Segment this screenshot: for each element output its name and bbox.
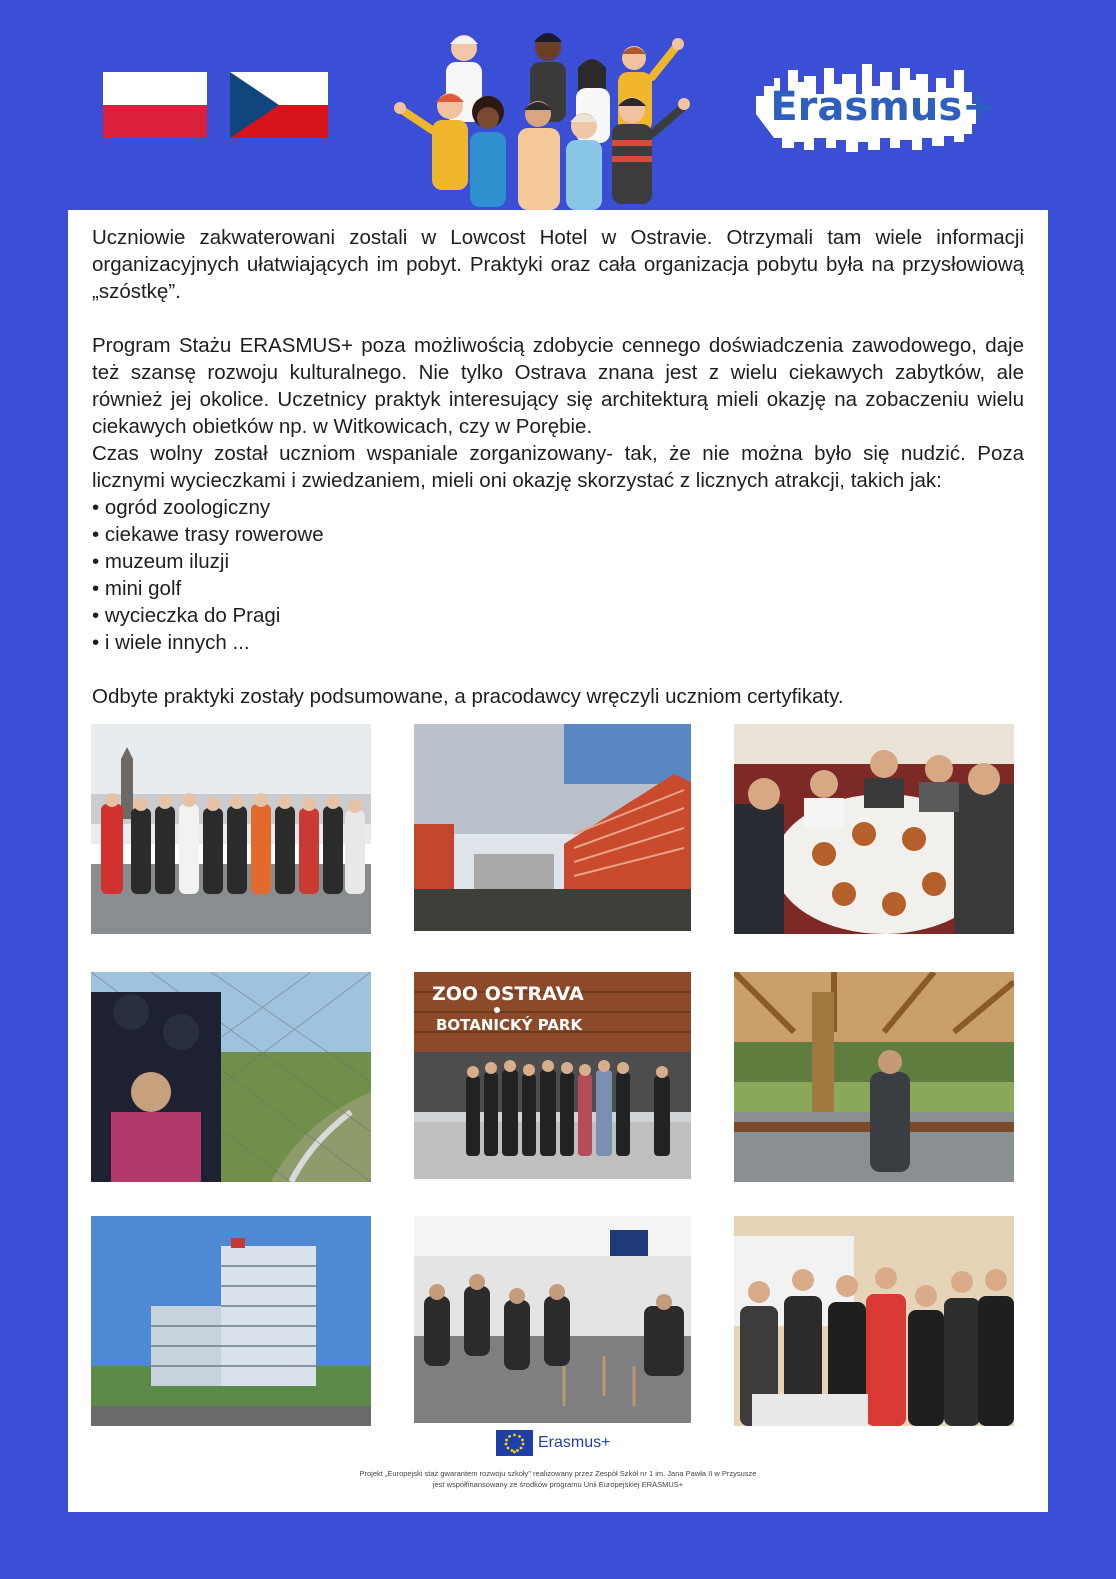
project-funding-note bbox=[248, 1468, 868, 1490]
list-item: • muzeum iluzji bbox=[92, 548, 1024, 575]
photo-office-buildings bbox=[91, 1216, 371, 1426]
eu-erasmus-label: Erasmus+ bbox=[538, 1434, 611, 1451]
poland-flag bbox=[103, 72, 207, 138]
photo-zoo-entrance bbox=[414, 972, 691, 1179]
photo-hotel-building bbox=[414, 724, 691, 931]
paragraph-free-time: Czas wolny został uczniom wspaniale zorganizowany- tak, że nie można było się nudzić. Poza licznymi wycieczkami i zwiedzaniem, mieli oni okazję skorzystać z licznych atrakcji, takich jak: bbox=[92, 442, 1024, 492]
photo-conference-room bbox=[414, 1216, 691, 1423]
photo-zoo-giraffe-view bbox=[734, 972, 1014, 1182]
erasmus-logo-text: Erasmus+ bbox=[770, 84, 996, 130]
czech-flag bbox=[230, 72, 328, 138]
list-item: • ogród zoologiczny bbox=[92, 494, 1024, 521]
erasmus-plus-logo bbox=[752, 54, 1014, 154]
group-of-people-illustration bbox=[388, 22, 700, 210]
content-panel bbox=[68, 210, 1048, 1512]
paragraph-program: Program Stażu ERASMUS+ poza możliwością zdobycie cennego doświadczenia zawodowego, daje też szansę rozwoju kulturalnego. Nie tylko Ostrava znana jest z wielu ciekawych zabytków, ale również jej okolice. Uczetnicy praktyk interesujący się architekturą mieli okazję na zobaczeniu wielu ciekawych obietków np. w Witkowicach, czy w Porębie. bbox=[92, 334, 1024, 438]
list-item: • mini golf bbox=[92, 575, 1024, 602]
photo-observation-tower bbox=[91, 972, 371, 1182]
footer-note-line-2: jest współfinansowany ze środków programu Unii Europejskiej ERASMUS+ bbox=[432, 1480, 684, 1489]
photo-dinner-table bbox=[734, 724, 1014, 934]
footer-note-line-1: Projekt „Europejski staż gwarantem rozwoju szkoły" realizowany przez Zespół Szkół nr 1 im. Jana Pawła II w Przysusze bbox=[359, 1469, 757, 1478]
eu-erasmus-logo bbox=[496, 1430, 626, 1460]
zoo-sign-line-1: ZOO OSTRAVA bbox=[432, 983, 584, 1005]
article-text bbox=[92, 224, 1024, 710]
list-item: • wycieczka do Pragi bbox=[92, 602, 1024, 629]
photo-group-prague bbox=[91, 724, 371, 934]
paragraph-accommodation: Uczniowie zakwaterowani zostali w Lowcost Hotel w Ostravie. Otrzymali tam wiele informacji organizacyjnych ułatwiających im pobyt. Praktyki oraz cała organizacja pobytu była na przysłowiową „szóstkę”. bbox=[92, 226, 1024, 303]
zoo-sign-line-2: BOTANICKÝ PARK bbox=[436, 1016, 583, 1034]
eu-flag-icon bbox=[496, 1430, 533, 1456]
list-item: • i wiele innych ... bbox=[92, 629, 1024, 656]
photo-certificate-ceremony bbox=[734, 1216, 1014, 1426]
list-item: • ciekawe trasy rowerowe bbox=[92, 521, 1024, 548]
attractions-list bbox=[92, 494, 1024, 656]
paragraph-summary: Odbyte praktyki zostały podsumowane, a pracodawcy wręczyli uczniom certyfikaty. bbox=[92, 685, 844, 708]
